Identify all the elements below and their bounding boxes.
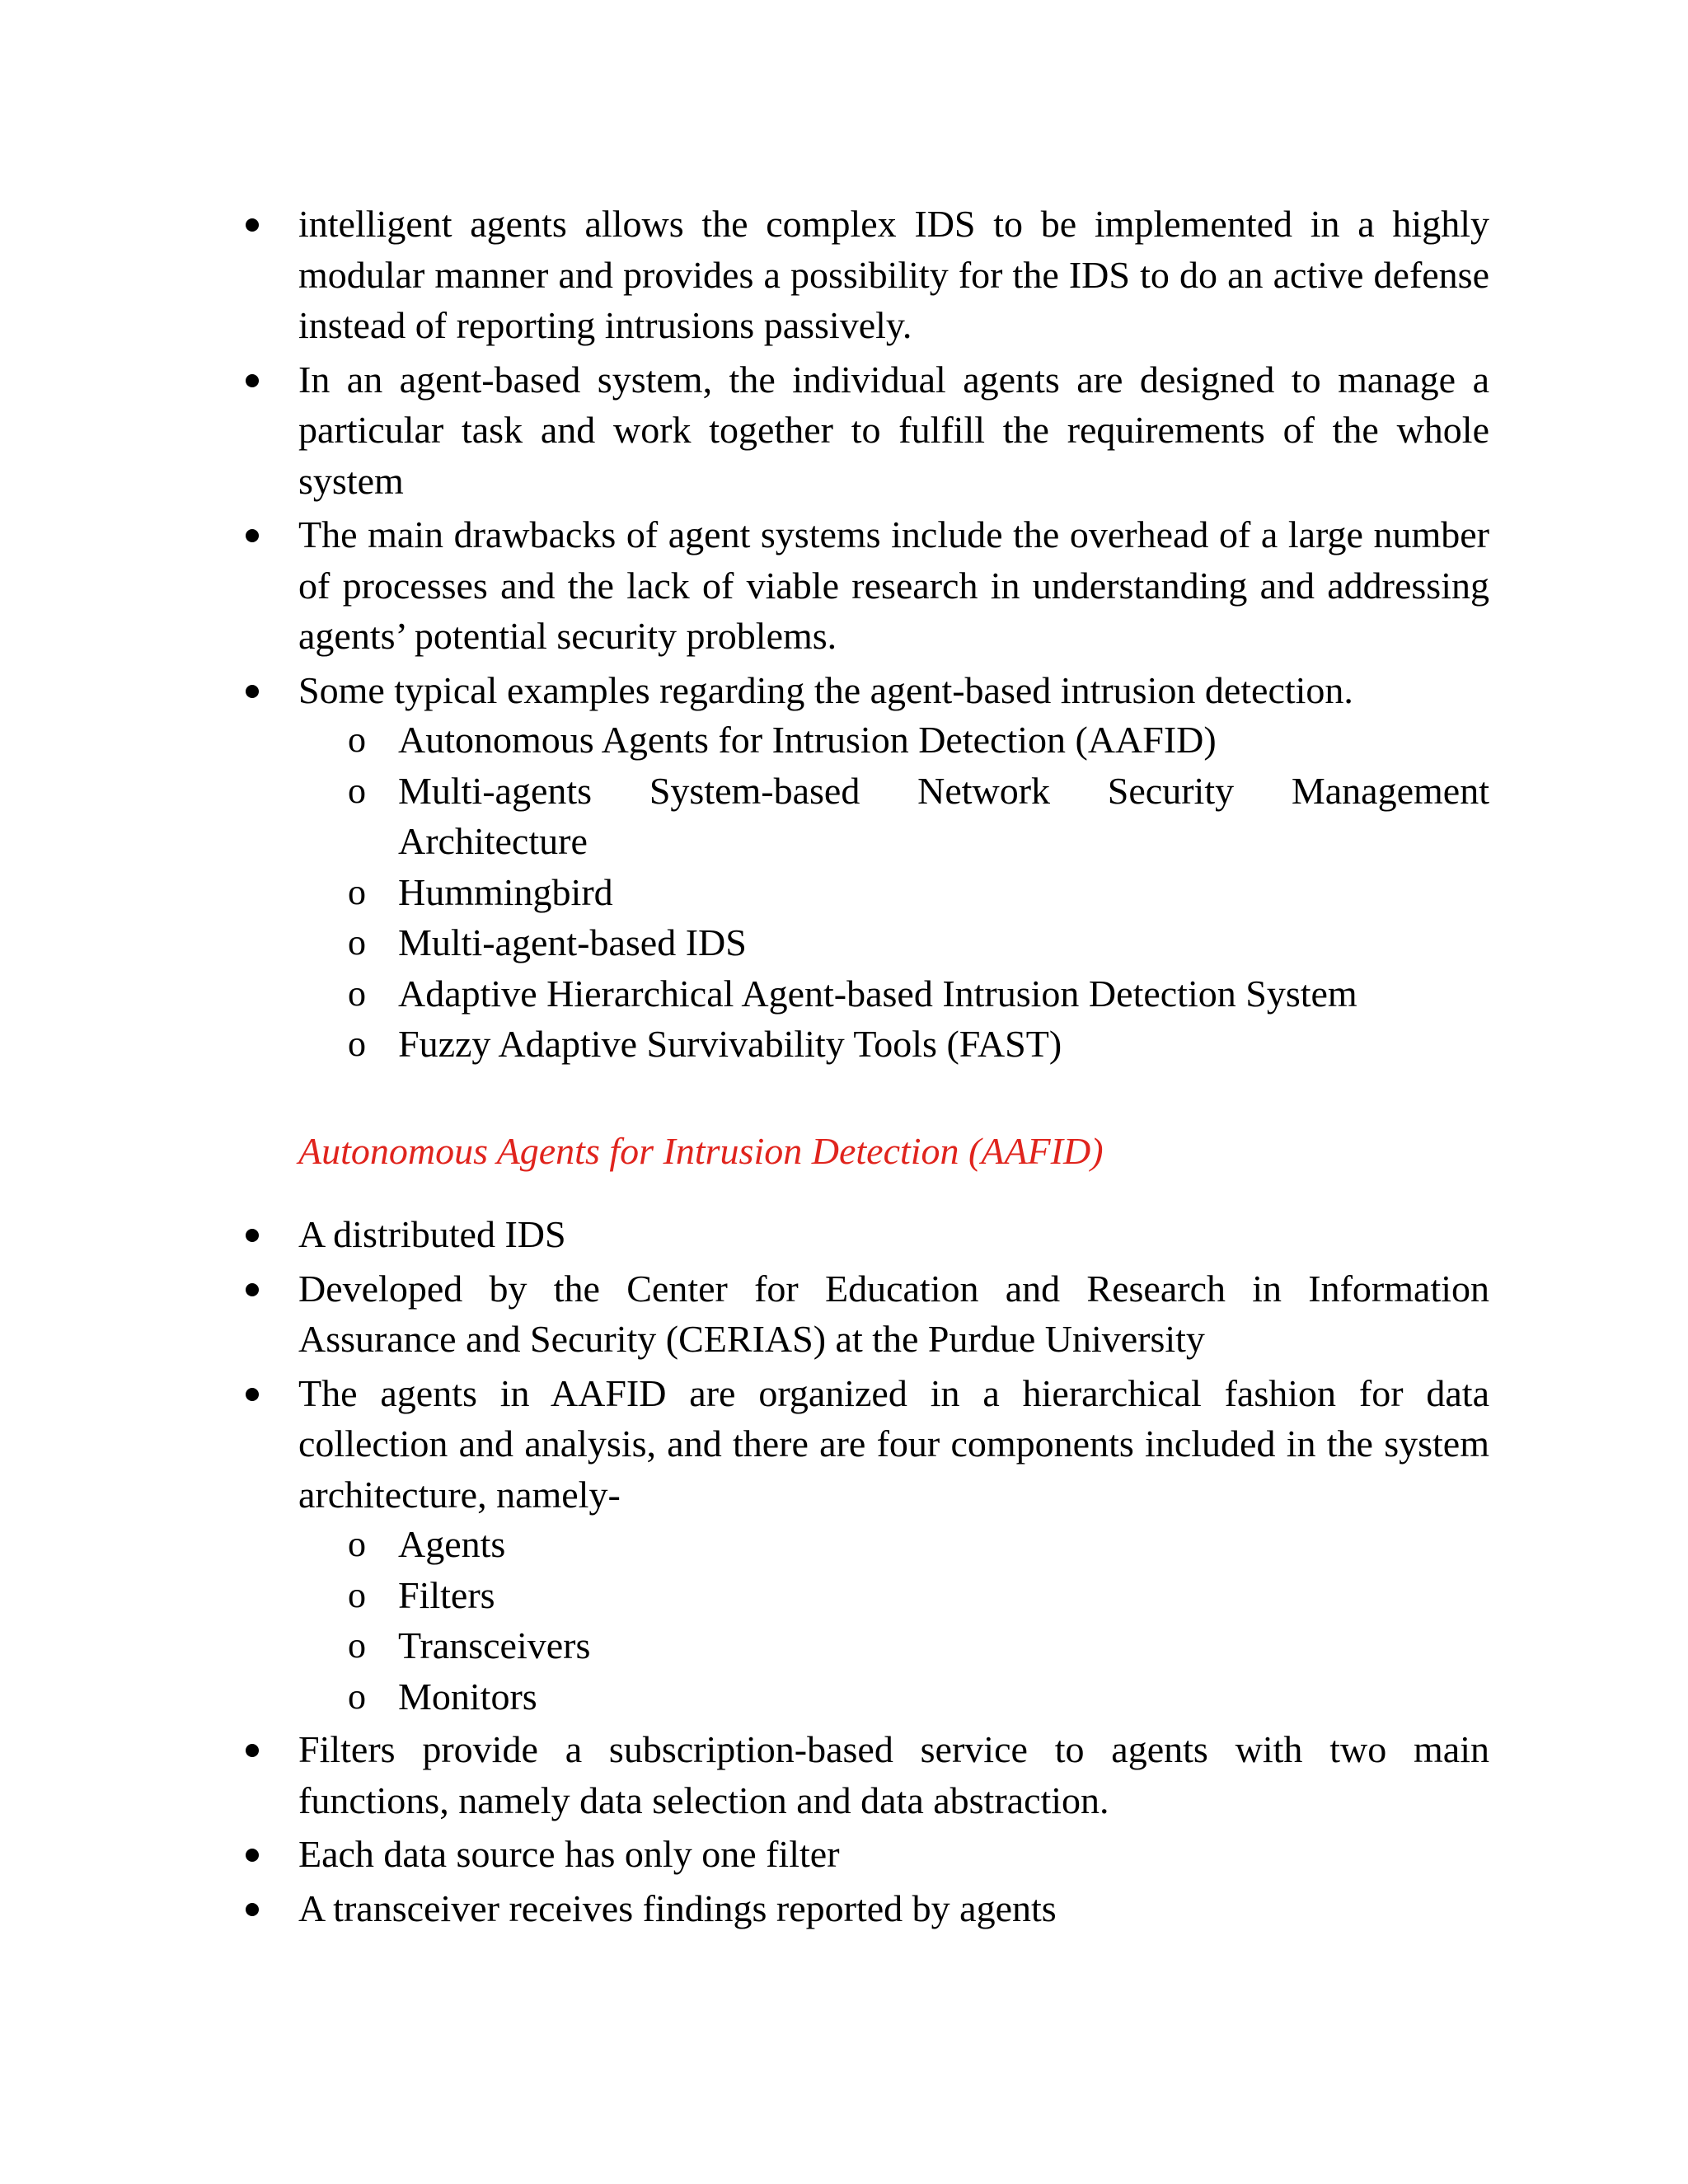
section-heading-aafid: Autonomous Agents for Intrusion Detection (AAFID) <box>298 1130 1104 1172</box>
list-item <box>0 1829 1489 1880</box>
bullet-list-agent-systems <box>0 199 1688 715</box>
list-item-text: The main drawbacks of agent systems include the overhead of a large number of processes and the lack of viable research in understanding and addressing agents’ potential security problems. <box>298 513 1489 657</box>
circle-bullet-icon: o <box>348 922 366 963</box>
sublist-item-text: Monitors <box>398 1675 537 1718</box>
bullet-list-aafid-details <box>0 1724 1688 1937</box>
bullet-icon <box>246 1283 259 1296</box>
bullet-list-aafid <box>0 1209 1688 1520</box>
sublist-item <box>0 867 1489 918</box>
circle-bullet-icon: o <box>348 1675 366 1717</box>
sublist-item <box>0 1019 1489 1070</box>
circle-bullet-icon: o <box>348 719 366 760</box>
sublist-item <box>0 1671 1489 1722</box>
bullet-icon <box>246 529 259 542</box>
sublist-item-text-line1: Multi-agents System-based Network Security Management <box>398 769 1489 812</box>
circle-bullet-icon: o <box>348 1574 366 1615</box>
list-item <box>0 665 1489 716</box>
sublist-item <box>0 1620 1489 1671</box>
bullet-icon <box>246 1849 259 1862</box>
sublist-item-text: Fuzzy Adaptive Survivability Tools (FAST) <box>398 1023 1062 1065</box>
bullet-icon <box>246 218 259 232</box>
circle-bullet-icon: o <box>348 1625 366 1666</box>
list-item <box>0 1724 1489 1825</box>
sublist-item-text-line2: Architecture <box>398 820 588 862</box>
circle-bullet-icon: o <box>348 871 366 912</box>
list-item <box>0 1883 1489 1934</box>
circle-bullet-icon: o <box>348 1024 366 1064</box>
sublist-item <box>0 1570 1489 1621</box>
sublist-item-text: Hummingbird <box>398 870 613 913</box>
circle-bullet-icon: o <box>348 972 366 1014</box>
sublist-item-text: Multi-agent-based IDS <box>398 921 747 963</box>
bullet-icon <box>246 374 259 387</box>
sublist-components <box>0 1519 1688 1722</box>
sublist-item <box>0 1519 1489 1570</box>
sublist-item-text: Agents <box>398 1523 506 1565</box>
bullet-icon <box>246 1229 259 1242</box>
list-item <box>0 1263 1489 1365</box>
bullet-icon <box>246 1744 259 1757</box>
list-item-text: Developed by the Center for Education and Research in Information Assurance and Security (CERIAS) at the Purdue University <box>298 1267 1489 1360</box>
sublist-examples <box>0 715 1688 1070</box>
list-item-text: A distributed IDS <box>298 1213 566 1255</box>
list-item-text: Some typical examples regarding the agent-based intrusion detection. <box>298 668 1353 711</box>
list-item <box>0 1209 1489 1260</box>
bullet-icon <box>246 1388 259 1401</box>
bullet-icon <box>246 1903 259 1916</box>
sublist-item-text: Autonomous Agents for Intrusion Detection (AAFID) <box>398 719 1217 761</box>
list-item-text: In an agent-based system, the individual agents are designed to manage a particular task and work together to fulfill the requirements of the whole system <box>298 358 1489 502</box>
list-item <box>0 354 1489 507</box>
sublist-item <box>0 715 1489 766</box>
sublist-item <box>0 766 1489 867</box>
sublist-item-text: Transceivers <box>398 1624 591 1666</box>
circle-bullet-icon: o <box>348 1524 366 1564</box>
list-item-text: A transceiver receives findings reported by agents <box>298 1886 1057 1929</box>
list-item <box>0 1368 1489 1521</box>
list-item-text: The agents in AAFID are organized in a hierarchical fashion for data collection and analysis, and there are four components included in the system architecture, namely- <box>298 1371 1489 1516</box>
list-item-text: Filters provide a subscription-based service to agents with two main functions, namely data selection and data abstraction. <box>298 1728 1489 1821</box>
sublist-item-text: Adaptive Hierarchical Agent-based Intrusion Detection System <box>398 972 1357 1015</box>
sublist-item <box>0 917 1489 968</box>
circle-bullet-icon: o <box>348 770 366 811</box>
bullet-icon <box>246 685 259 698</box>
sublist-item <box>0 968 1489 1019</box>
list-item-text: Each data source has only one filter <box>298 1833 840 1875</box>
sublist-item-text: Filters <box>398 1573 495 1616</box>
list-item <box>0 509 1489 662</box>
list-item-text: intelligent agents allows the complex IDS to be implemented in a highly modular manner and provides a possibility for the IDS to do an active defense instead of reporting intrusions passively. <box>298 203 1489 346</box>
list-item <box>0 199 1489 351</box>
